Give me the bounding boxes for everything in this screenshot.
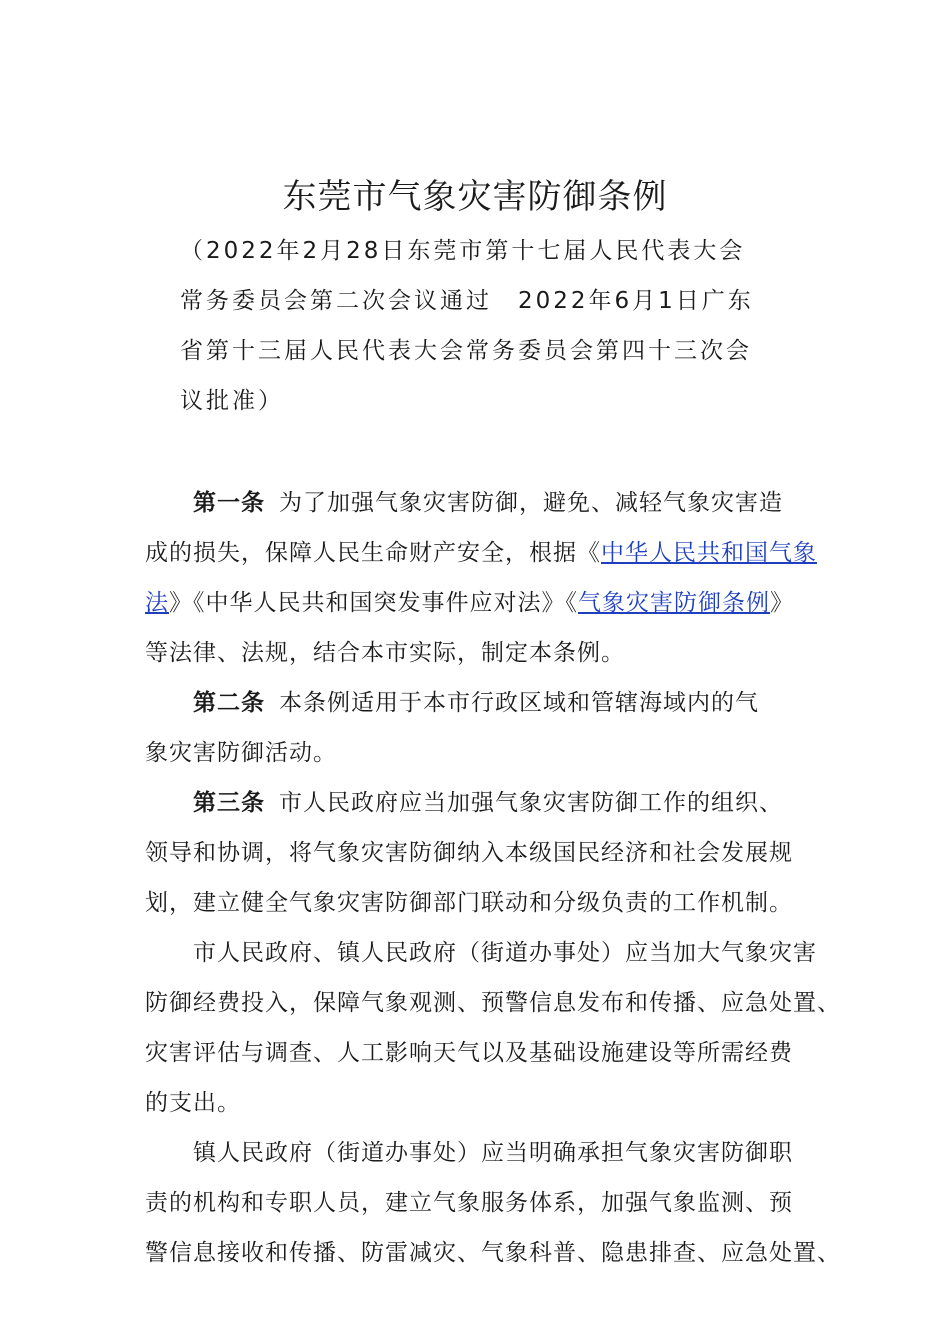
article-text: 本条例适用于本市行政区域和管辖海域内的气 bbox=[279, 690, 759, 716]
paragraph-line: 镇人民政府（街道办事处）应当明确承担气象灾害防御职 bbox=[193, 1140, 793, 1166]
paragraph-line: 责的机构和专职人员，建立气象服务体系，加强气象监测、预 bbox=[145, 1190, 793, 1216]
note-line: 常务委员会第二次会议通过 2022年6月1日广东 bbox=[180, 288, 754, 314]
meteorology-law-link[interactable]: 中华人民共和国气象 bbox=[601, 540, 817, 566]
note-line: 省第十三届人民代表大会常务委员会第四十三次会 bbox=[180, 338, 752, 364]
adoption-note bbox=[180, 226, 754, 426]
paragraph-line: 市人民政府、镇人民政府（街道办事处）应当加大气象灾害 bbox=[193, 940, 817, 966]
article-text: 等法律、法规，结合本市实际，制定本条例。 bbox=[145, 640, 625, 666]
paragraph-line: 的支出。 bbox=[145, 1090, 241, 1116]
article-text: 成的损失，保障人民生命财产安全，根据《 bbox=[145, 540, 601, 566]
article-2 bbox=[145, 678, 815, 778]
disaster-regulation-link[interactable]: 气象灾害防御条例 bbox=[578, 590, 770, 616]
document-title: 东莞市气象灾害防御条例 bbox=[282, 177, 668, 217]
paragraph-line: 警信息接收和传播、防雷减灾、气象科普、隐患排查、应急处置、 bbox=[145, 1240, 841, 1266]
article-1-label: 第一条 bbox=[193, 490, 265, 516]
paragraph-line: 灾害评估与调查、人工影响天气以及基础设施建设等所需经费 bbox=[145, 1040, 793, 1066]
note-line: 议批准） bbox=[180, 388, 284, 414]
article-text: 》《中华人民共和国突发事件应对法》《 bbox=[169, 590, 578, 616]
article-text: 为了加强气象灾害防御，避免、减轻气象灾害造 bbox=[279, 490, 783, 516]
note-line: （2022年2月28日东莞市第十七届人民代表大会 bbox=[180, 238, 746, 264]
article-text: 领导和协调，将气象灾害防御纳入本级国民经济和社会发展规 bbox=[145, 840, 793, 866]
meteorology-law-link-end[interactable]: 法 bbox=[145, 590, 169, 616]
article-2-label: 第二条 bbox=[193, 690, 265, 716]
article-text: 象灾害防御活动。 bbox=[145, 740, 337, 766]
article-text: 市人民政府应当加强气象灾害防御工作的组织、 bbox=[279, 790, 783, 816]
document-body bbox=[145, 478, 841, 1278]
article-1 bbox=[145, 478, 815, 678]
article-3-label: 第三条 bbox=[193, 790, 265, 816]
paragraph-line: 防御经费投入，保障气象观测、预警信息发布和传播、应急处置、 bbox=[145, 990, 841, 1016]
article-3 bbox=[145, 778, 841, 1278]
article-text: 》 bbox=[770, 590, 794, 616]
article-text: 划，建立健全气象灾害防御部门联动和分级负责的工作机制。 bbox=[145, 890, 793, 916]
